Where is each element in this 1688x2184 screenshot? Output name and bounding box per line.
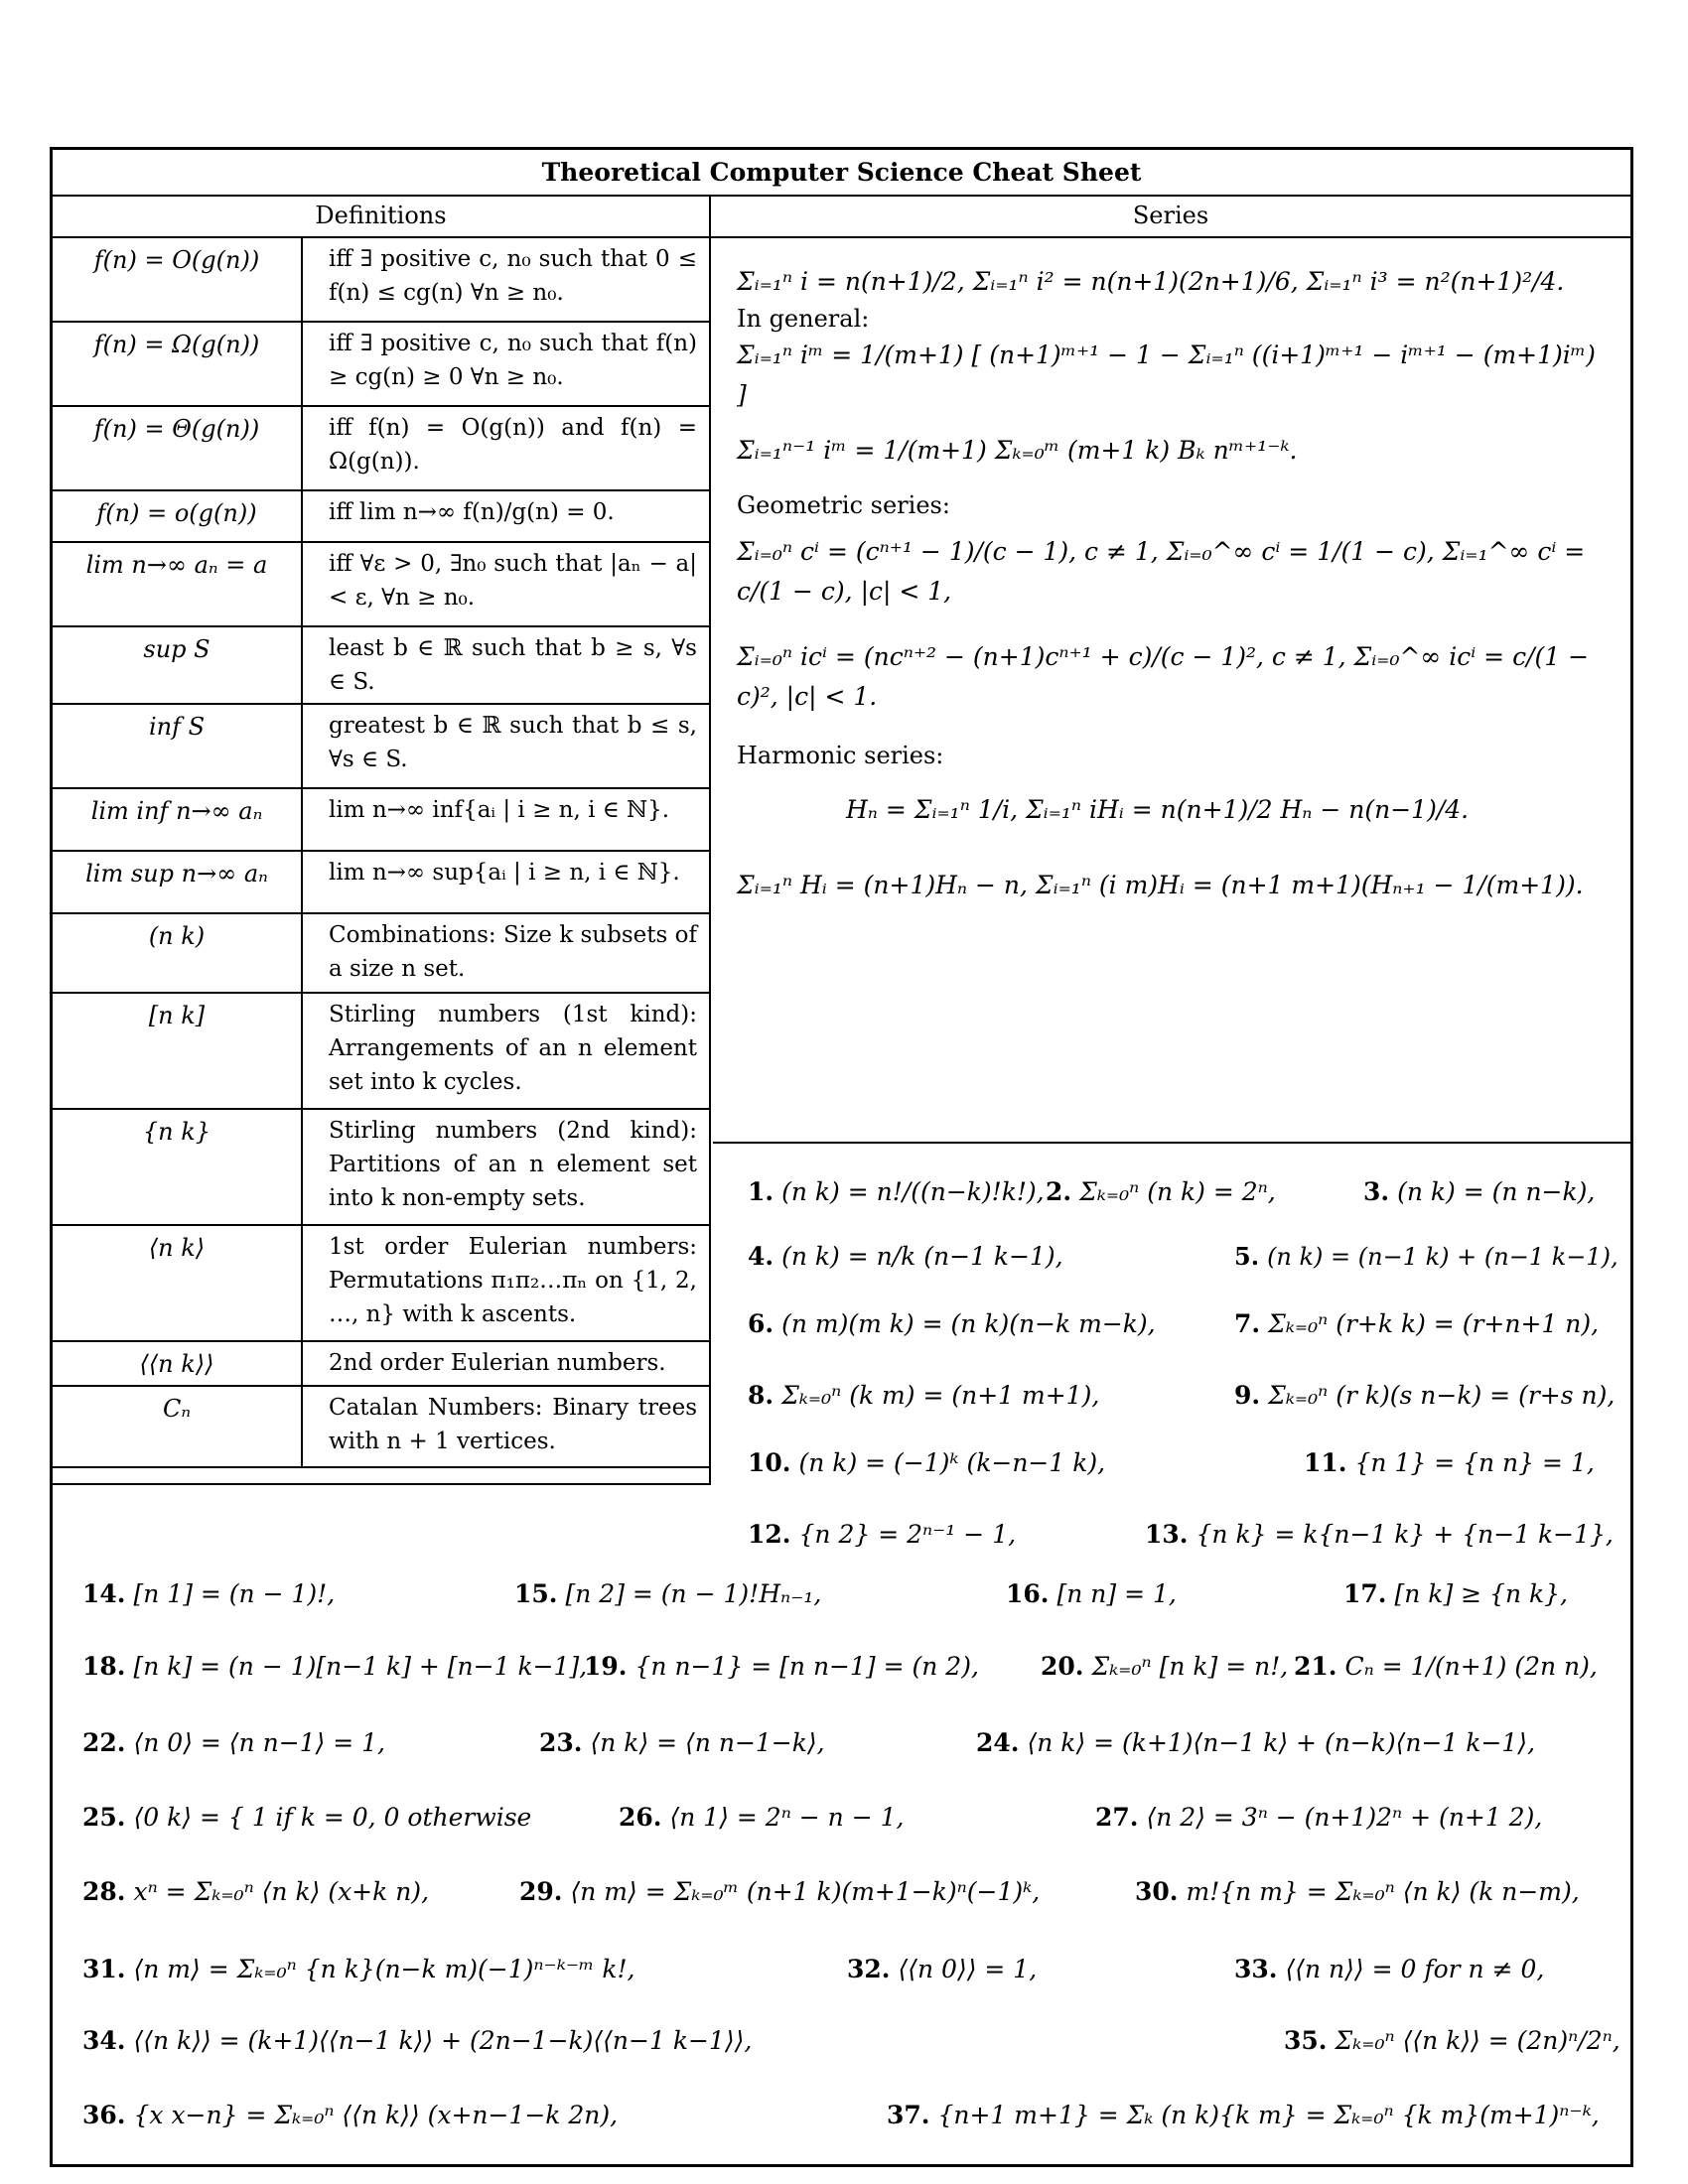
- identity-expression: {n 1} = {n n} = 1,: [1354, 1448, 1595, 1477]
- identity-expression: ⟨n k⟩ = ⟨n n−1−k⟩,: [590, 1728, 825, 1757]
- identity-28: [82, 1877, 429, 1906]
- identity-2: [1046, 1177, 1276, 1206]
- identity-expression: (n k) = n/k (n−1 k−1),: [781, 1242, 1063, 1271]
- identity-number: 7.: [1234, 1309, 1261, 1338]
- identity-expression: ⟨n 2⟩ = 3ⁿ − (n+1)2ⁿ + (n+1 2),: [1146, 1803, 1543, 1832]
- series-section: [713, 238, 1632, 1144]
- identity-9: [1234, 1381, 1615, 1410]
- definition-row: [53, 705, 709, 789]
- definition-row: [53, 627, 709, 705]
- identity-expression: {n n−1} = [n n−1] = (n 2),: [634, 1652, 979, 1681]
- identity-number: 27.: [1095, 1803, 1139, 1832]
- series-general-1: Σᵢ₌₁ⁿ iᵐ = 1/(m+1) [ (n+1)ᵐ⁺¹ − 1 − Σᵢ₌₁ⁿ ((i+1)ᵐ⁺¹ − iᵐ⁺¹ − (m+1)iᵐ) ]: [737, 341, 1596, 409]
- identity-37: [887, 2101, 1600, 2129]
- definition-row: [53, 914, 709, 994]
- identity-expression: ⟨n k⟩ = (k+1)⟨n−1 k⟩ + (n−k)⟨n−1 k−1⟩,: [1027, 1728, 1536, 1757]
- identity-expression: ⟨n 1⟩ = 2ⁿ − n − 1,: [669, 1803, 905, 1832]
- identity-36: [82, 2101, 618, 2129]
- series-harmonic-1: Hₙ = Σᵢ₌₁ⁿ 1/i, Σᵢ₌₁ⁿ iHᵢ = n(n+1)/2 Hₙ − n(n−1)/4.: [846, 795, 1470, 824]
- series-harmonic-label: Harmonic series:: [737, 742, 944, 769]
- series-geometric-2: Σᵢ₌₀ⁿ icⁱ = (ncⁿ⁺² − (n+1)cⁿ⁺¹ + c)/(c − 1)², c ≠ 1, Σᵢ₌₀^∞ icⁱ = c/(1 − c)², |c| < 1.: [737, 642, 1590, 711]
- identity-14: [82, 1579, 335, 1608]
- identity-expression: [n 2] = (n − 1)!Hₙ₋₁,: [565, 1579, 822, 1608]
- identity-23: [539, 1728, 825, 1757]
- identity-number: 25.: [82, 1803, 126, 1832]
- definition-description: iff f(n) = O(g(n)) and f(n) = Ω(g(n)).: [329, 415, 697, 475]
- identity-32: [847, 1955, 1037, 1983]
- identity-22: [82, 1728, 385, 1757]
- identity-expression: Σₖ₌₀ⁿ ⟨⟨n k⟩⟩ = (2n)ⁿ/2ⁿ,: [1335, 2026, 1620, 2055]
- definition-description: greatest b ∈ ℝ such that b ≤ s, ∀s ∈ S.: [329, 713, 697, 772]
- identity-7: [1234, 1309, 1599, 1338]
- definition-term: f(n) = Θ(g(n)): [53, 407, 303, 489]
- identity-number: 20.: [1041, 1652, 1084, 1681]
- identity-expression: (n k) = (n n−k),: [1397, 1177, 1596, 1206]
- identity-expression: (n k) = (−1)ᵏ (k−n−1 k),: [798, 1448, 1106, 1477]
- identity-number: 29.: [519, 1877, 563, 1906]
- identity-number: 34.: [82, 2026, 126, 2055]
- definition-row: [53, 994, 709, 1110]
- identity-expression: Σₖ₌₀ⁿ (k m) = (n+1 m+1),: [781, 1381, 1100, 1410]
- identity-expression: {n 2} = 2ⁿ⁻¹ − 1,: [798, 1520, 1017, 1549]
- identity-expression: ⟨⟨n n⟩⟩ = 0 for n ≠ 0,: [1285, 1955, 1545, 1983]
- identity-expression: ⟨⟨n k⟩⟩ = (k+1)⟨⟨n−1 k⟩⟩ + (2n−1−k)⟨⟨n−1 k−1⟩⟩,: [133, 2026, 753, 2055]
- definitions-header: Definitions: [53, 195, 709, 238]
- definition-term: Cₙ: [53, 1387, 303, 1466]
- definition-term: ⟨n k⟩: [53, 1226, 303, 1340]
- identity-number: 16.: [1006, 1579, 1050, 1608]
- identity-3: [1363, 1177, 1595, 1206]
- identity-expression: [n k] ≥ {n k},: [1394, 1579, 1568, 1608]
- definition-term: inf S: [53, 705, 303, 787]
- identity-expression: (n m)(m k) = (n k)(n−k m−k),: [781, 1309, 1156, 1338]
- identity-expression: {n+1 m+1} = Σₖ (n k){k m} = Σₖ₌₀ⁿ {k m}(m+1)ⁿ⁻ᵏ,: [937, 2101, 1600, 2129]
- definition-description: lim n→∞ sup{aᵢ | i ≥ n, i ∈ ℕ}.: [329, 860, 680, 886]
- identity-5: [1234, 1242, 1618, 1271]
- series-header: Series: [711, 195, 1630, 238]
- identity-number: 14.: [82, 1579, 126, 1608]
- identity-33: [1234, 1955, 1544, 1983]
- identity-number: 12.: [748, 1520, 791, 1549]
- definition-term: [n k]: [53, 994, 303, 1108]
- series-general-2: Σᵢ₌₁ⁿ⁻¹ iᵐ = 1/(m+1) Σₖ₌₀ᵐ (m+1 k) Bₖ nᵐ⁺¹⁻ᵏ.: [737, 436, 1298, 465]
- identity-expression: Σₖ₌₀ⁿ (r k)(s n−k) = (r+s n),: [1268, 1381, 1616, 1410]
- series-harmonic-2: Σᵢ₌₁ⁿ Hᵢ = (n+1)Hₙ − n, Σᵢ₌₁ⁿ (i m)Hᵢ = (n+1 m+1)(Hₙ₊₁ − 1/(m+1)).: [737, 871, 1584, 899]
- definition-row: [53, 1110, 709, 1226]
- identity-16: [1006, 1579, 1177, 1608]
- identity-expression: ⟨n m⟩ = Σₖ₌₀ᵐ (n+1 k)(m+1−k)ⁿ(−1)ᵏ,: [570, 1877, 1041, 1906]
- identity-34: [82, 2026, 752, 2055]
- definition-description: lim n→∞ inf{aᵢ | i ≥ n, i ∈ ℕ}.: [329, 797, 670, 823]
- definition-description: 2nd order Eulerian numbers.: [329, 1350, 666, 1376]
- identity-31: [82, 1955, 634, 1983]
- definition-row: [53, 789, 709, 852]
- page-title: Theoretical Computer Science Cheat Sheet: [53, 150, 1630, 197]
- definition-row: [53, 323, 709, 407]
- identity-number: 37.: [887, 2101, 930, 2129]
- definition-term: f(n) = Ω(g(n)): [53, 323, 303, 405]
- identity-number: 11.: [1304, 1448, 1347, 1477]
- definition-term: f(n) = O(g(n)): [53, 238, 303, 321]
- identity-number: 19.: [584, 1652, 628, 1681]
- identity-number: 8.: [748, 1381, 774, 1410]
- identity-expression: Σₖ₌₀ⁿ (n k) = 2ⁿ,: [1079, 1177, 1276, 1206]
- definition-row: [53, 1387, 709, 1468]
- definition-description: Stirling numbers (1st kind): Arrangements of an n element set into k cycles.: [329, 1002, 697, 1095]
- identity-number: 26.: [619, 1803, 662, 1832]
- identity-13: [1145, 1520, 1614, 1549]
- definition-row: [53, 491, 709, 543]
- identity-expression: ⟨n m⟩ = Σₖ₌₀ⁿ {n k}(n−k m)(−1)ⁿ⁻ᵏ⁻ᵐ k!,: [133, 1955, 635, 1983]
- definition-row: [53, 238, 709, 323]
- identity-35: [1284, 2026, 1620, 2055]
- identity-number: 3.: [1363, 1177, 1390, 1206]
- definition-description: 1st order Eulerian numbers: Permutations π₁π₂…πₙ on {1, 2, …, n} with k ascents.: [329, 1234, 697, 1327]
- identity-expression: xⁿ = Σₖ₌₀ⁿ ⟨n k⟩ (x+k n),: [133, 1877, 430, 1906]
- identity-30: [1135, 1877, 1580, 1906]
- identity-number: 30.: [1135, 1877, 1179, 1906]
- identity-expression: {x x−n} = Σₖ₌₀ⁿ ⟨⟨n k⟩⟩ (x+n−1−k 2n),: [133, 2101, 619, 2129]
- identity-number: 22.: [82, 1728, 126, 1757]
- definition-description: least b ∈ ℝ such that b ≥ s, ∀s ∈ S.: [329, 635, 697, 695]
- identity-26: [619, 1803, 904, 1832]
- identity-number: 23.: [539, 1728, 583, 1757]
- identity-expression: ⟨⟨n 0⟩⟩ = 1,: [898, 1955, 1038, 1983]
- definition-description: iff lim n→∞ f(n)/g(n) = 0.: [329, 499, 615, 525]
- series-basic: Σᵢ₌₁ⁿ i = n(n+1)/2, Σᵢ₌₁ⁿ i² = n(n+1)(2n+1)/6, Σᵢ₌₁ⁿ i³ = n²(n+1)²/4.: [737, 267, 1565, 296]
- identity-number: 18.: [82, 1652, 126, 1681]
- identity-expression: m!{n m} = Σₖ₌₀ⁿ ⟨n k⟩ (k n−m),: [1186, 1877, 1580, 1906]
- identity-10: [748, 1448, 1105, 1477]
- definition-term: {n k}: [53, 1110, 303, 1224]
- identity-15: [514, 1579, 821, 1608]
- identity-6: [748, 1309, 1156, 1338]
- definition-term: lim sup n→∞ aₙ: [53, 852, 303, 912]
- identity-expression: ⟨0 k⟩ = { 1 if k = 0, 0 otherwise: [133, 1803, 532, 1832]
- identity-number: 1.: [748, 1177, 774, 1206]
- identity-expression: (n k) = n!/((n−k)!k!),: [781, 1177, 1045, 1206]
- identity-expression: (n k) = (n−1 k) + (n−1 k−1),: [1267, 1243, 1618, 1271]
- identity-4: [748, 1242, 1063, 1271]
- definition-term: sup S: [53, 627, 303, 703]
- identity-number: 31.: [82, 1955, 126, 1983]
- definition-term: (n k): [53, 914, 303, 992]
- identity-19: [584, 1652, 979, 1681]
- identity-expression: Σₖ₌₀ⁿ [n k] = n!,: [1091, 1652, 1289, 1681]
- section-divider: [53, 1483, 711, 1485]
- column-divider: [709, 195, 711, 1485]
- identity-18: [82, 1652, 587, 1681]
- definition-row: [53, 1342, 709, 1387]
- identity-21: [1294, 1652, 1598, 1681]
- identity-20: [1041, 1652, 1288, 1681]
- definition-term: f(n) = o(g(n)): [53, 491, 303, 541]
- series-general-label: In general:: [737, 305, 870, 333]
- identity-number: 6.: [748, 1309, 774, 1338]
- identity-27: [1095, 1803, 1542, 1832]
- identity-number: 32.: [847, 1955, 891, 1983]
- definition-row: [53, 543, 709, 627]
- identity-number: 35.: [1284, 2026, 1328, 2055]
- identity-number: 17.: [1343, 1579, 1387, 1608]
- definition-description: iff ∃ positive c, n₀ such that 0 ≤ f(n) ≤ cg(n) ∀n ≥ n₀.: [329, 246, 697, 306]
- identity-number: 10.: [748, 1448, 791, 1477]
- identity-17: [1343, 1579, 1568, 1608]
- definition-description: Stirling numbers (2nd kind): Partitions of an n element set into k non-empty sets.: [329, 1118, 697, 1211]
- definitions-table: [53, 238, 709, 1468]
- identity-expression: {n k} = k{n−1 k} + {n−1 k−1},: [1196, 1520, 1614, 1549]
- identity-expression: [n 1] = (n − 1)!,: [133, 1579, 336, 1608]
- identity-number: 15.: [514, 1579, 558, 1608]
- identity-number: 4.: [748, 1242, 774, 1271]
- identity-25: [82, 1803, 531, 1832]
- identity-8: [748, 1381, 1099, 1410]
- identity-24: [976, 1728, 1535, 1757]
- identity-expression: [n n] = 1,: [1056, 1579, 1177, 1608]
- identity-29: [519, 1877, 1040, 1906]
- series-geometric-1: Σᵢ₌₀ⁿ cⁱ = (cⁿ⁺¹ − 1)/(c − 1), c ≠ 1, Σᵢ₌₀^∞ cⁱ = 1/(1 − c), Σᵢ₌₁^∞ cⁱ = c/(1 − c), |c| < 1,: [737, 537, 1586, 606]
- identity-number: 13.: [1145, 1520, 1189, 1549]
- definition-description: iff ∃ positive c, n₀ such that f(n) ≥ cg(n) ≥ 0 ∀n ≥ n₀.: [329, 331, 697, 390]
- identity-number: 2.: [1046, 1177, 1072, 1206]
- definition-row: [53, 407, 709, 491]
- definition-description: Catalan Numbers: Binary trees with n + 1 vertices.: [329, 1395, 697, 1454]
- cheat-sheet: [50, 147, 1633, 2167]
- identity-number: 28.: [82, 1877, 126, 1906]
- definition-term: lim n→∞ aₙ = a: [53, 543, 303, 625]
- identity-expression: Σₖ₌₀ⁿ (r+k k) = (r+n+1 n),: [1268, 1309, 1600, 1338]
- definition-description: iff ∀ε > 0, ∃n₀ such that |aₙ − a| < ε, ∀n ≥ n₀.: [329, 551, 697, 611]
- identity-expression: ⟨n 0⟩ = ⟨n n−1⟩ = 1,: [133, 1728, 386, 1757]
- identity-number: 24.: [976, 1728, 1020, 1757]
- definition-term: lim inf n→∞ aₙ: [53, 789, 303, 850]
- series-geometric-label: Geometric series:: [737, 491, 950, 519]
- identity-12: [748, 1520, 1016, 1549]
- definition-description: Combinations: Size k subsets of a size n set.: [329, 922, 697, 982]
- identity-number: 36.: [82, 2101, 126, 2129]
- definition-row: [53, 1226, 709, 1342]
- identity-number: 21.: [1294, 1652, 1337, 1681]
- definition-term: ⟨⟨n k⟩⟩: [53, 1342, 303, 1385]
- identity-number: 33.: [1234, 1955, 1278, 1983]
- identity-expression: Cₙ = 1/(n+1) (2n n),: [1344, 1652, 1598, 1681]
- definition-row: [53, 852, 709, 914]
- identity-number: 5.: [1234, 1242, 1260, 1271]
- identity-number: 9.: [1234, 1381, 1261, 1410]
- identity-1: [748, 1177, 1045, 1206]
- identity-11: [1304, 1448, 1595, 1477]
- identity-expression: [n k] = (n − 1)[n−1 k] + [n−1 k−1],: [133, 1652, 588, 1681]
